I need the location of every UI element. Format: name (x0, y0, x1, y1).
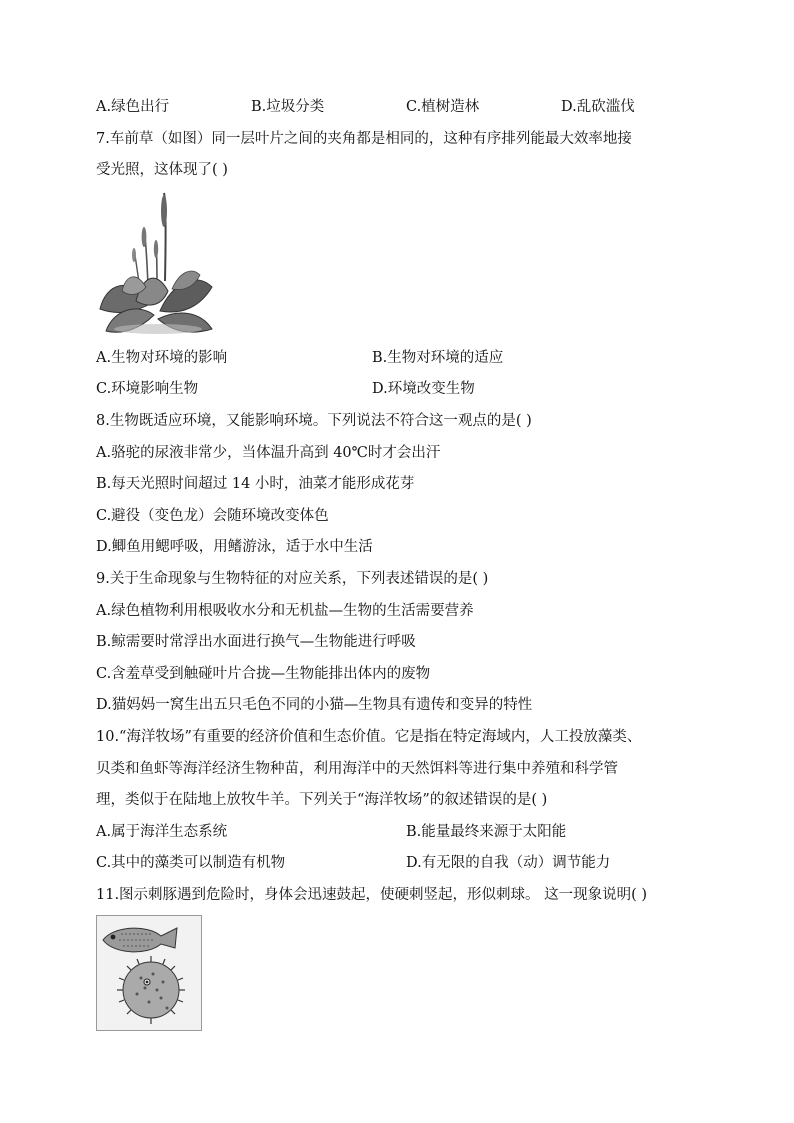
q9-option-a: A.绿色植物利用根吸收水分和无机盐—生物的生活需要营养 (96, 602, 474, 619)
q6-option-c: C.植树造林 (406, 99, 480, 115)
q10-option-d: D.有无限的自我（动）调节能力 (406, 855, 611, 872)
q10-option-b: B.能量最终来源于太阳能 (406, 823, 567, 840)
q10-stem-line2: 贝类和鱼虾等海洋经济生物种苗，利用海洋中的天然饵料等进行集中养殖和科学管 (96, 760, 618, 777)
plantain-plant-icon (96, 191, 216, 337)
q10-option-c: C.其中的藻类可以制造有机物 (96, 855, 286, 872)
q7-option-c: C.环境影响生物 (96, 381, 199, 398)
q10-options-row1 (96, 817, 716, 849)
q8-option-a: A.骆驼的尿液非常少，当体温升高到 40℃时才会出汗 (96, 444, 441, 461)
q6-options (96, 92, 716, 124)
q8-stem: 8.生物既适应环境，又能影响环境。下列说法不符合这一观点的是( ) (96, 412, 532, 429)
q7-options-row2 (96, 374, 716, 406)
q6-option-a: A.绿色出行 (96, 99, 170, 115)
q6-option-d: D.乱砍滥伐 (561, 99, 635, 115)
q10-stem-line3: 理，类似于在陆地上放牧牛羊。下列关于“海洋牧场”的叙述错误的是( ) (96, 792, 548, 809)
q7-stem-line2: 受光照，这体现了( ) (96, 162, 228, 179)
q9-option-c: C.含羞草受到触碰叶片合拢—生物能排出体内的废物 (96, 665, 431, 682)
q7-option-a: A.生物对环境的影响 (96, 349, 228, 366)
q9-option-d: D.猫妈妈一窝生出五只毛色不同的小猫—生物具有遗传和变异的特性 (96, 697, 533, 714)
q9-option-b: B.鲸需要时常浮出水面进行换气—生物能进行呼吸 (96, 634, 416, 651)
exam-page (96, 92, 716, 1037)
porcupinefish-icon (96, 915, 202, 1031)
q11-stem: 11.图示刺豚遇到危险时，身体会迅速鼓起，使硬刺竖起，形似刺球。 这一现象说明( ) (96, 886, 648, 903)
q10-stem-line1: 10.“海洋牧场”有重要的经济价值和生态价值。它是指在特定海域内，人工投放藻类、 (96, 728, 642, 745)
q8-option-c: C.避役（变色龙）会随环境改变体色 (96, 507, 329, 524)
q9-stem: 9.关于生命现象与生物特征的对应关系，下列表述错误的是( ) (96, 570, 489, 587)
q7-option-d: D.环境改变生物 (372, 381, 475, 398)
q10-option-a: A.属于海洋生态系统 (96, 823, 228, 840)
q8-option-b: B.每天光照时间超过 14 小时，油菜才能形成花芽 (96, 476, 415, 493)
q10-options-row2 (96, 848, 716, 880)
q7-options-row1 (96, 343, 716, 375)
q7-option-b: B.生物对环境的适应 (372, 349, 504, 366)
q6-option-b: B.垃圾分类 (251, 99, 325, 115)
q8-option-d: D.鲫鱼用鳃呼吸，用鳍游泳，适于水中生活 (96, 539, 373, 556)
q7-stem-line1: 7.车前草（如图）同一层叶片之间的夹角都是相同的，这种有序排列能最大效率地接 (96, 130, 632, 147)
